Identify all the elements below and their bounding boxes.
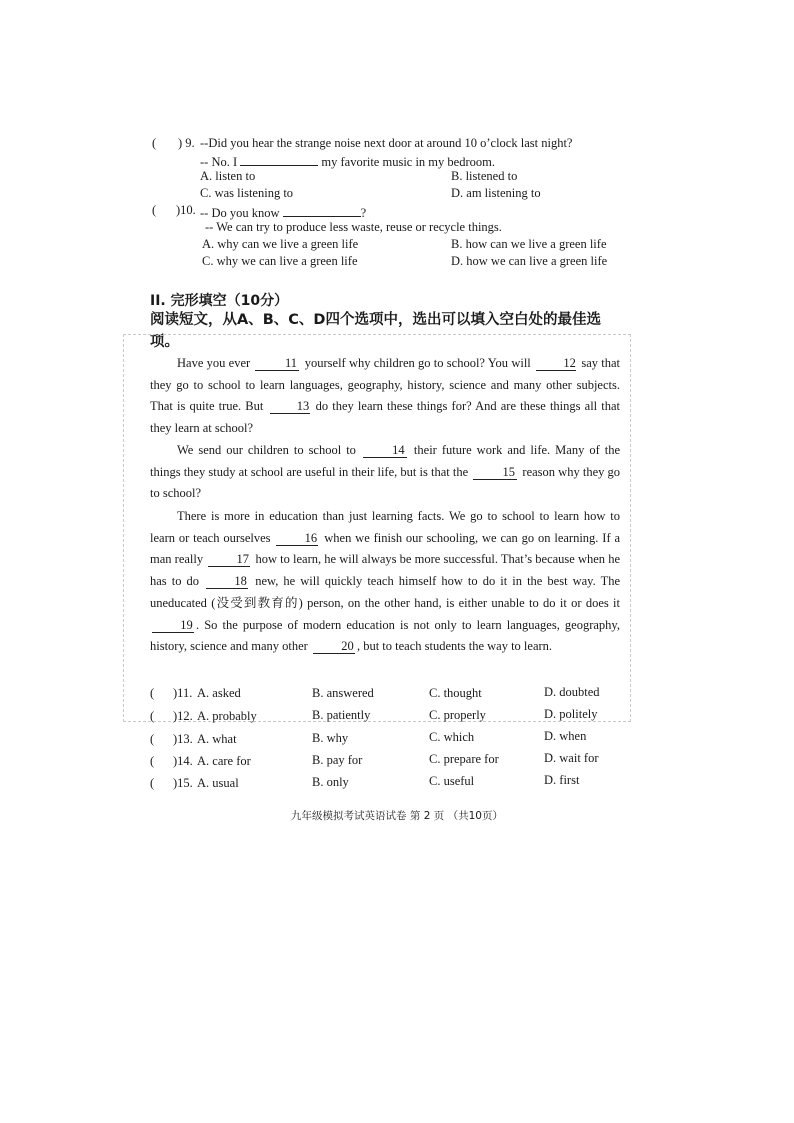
choice-a: A. usual (197, 776, 239, 790)
blank-16[interactable]: 16 (276, 531, 318, 546)
answer-paren-10[interactable]: ( (152, 203, 157, 217)
blank-19[interactable]: 19 (152, 618, 194, 633)
choice-b: B. why (312, 731, 349, 745)
passage-paragraph-2 (150, 440, 620, 505)
question-10-pre: -- Do you know (200, 206, 280, 220)
choice-c: C. which (429, 730, 475, 744)
choice-d: D. first (544, 773, 580, 787)
p1-text-4: do they learn these things for? And are these things all that they learn at school? (150, 399, 621, 436)
p1-text-1: Have you ever (177, 356, 251, 370)
question-10-line2: -- We can try to produce less waste, reuse or recycle things. (205, 220, 502, 234)
question-9-blank[interactable] (240, 151, 318, 166)
p3-text-6: , but to teach students the way to learn. (356, 639, 553, 654)
question-10-blank[interactable] (283, 202, 361, 217)
q9-option-a: A. listen to (200, 169, 256, 183)
passage-paragraph-1 (150, 353, 620, 440)
question-number-10: )10. (176, 203, 196, 217)
p1-text-3: say that they go to school to learn languages, geography, history, science and many other subjects. That is quite true. But (150, 356, 621, 414)
choice-b: B. answered (312, 686, 374, 700)
blank-17[interactable]: 17 (208, 552, 250, 567)
q9-option-d: D. am listening to (451, 186, 541, 200)
choice-number: )13. (173, 732, 193, 746)
p3-text-5: . So the purpose of modern education is not only to learn languages, geography, history, science and many other (150, 617, 620, 654)
section-instruction: 阅读短文，从A、B、C、D四个选项中，选出可以填入空白处的最佳选项。 (150, 312, 601, 350)
choice-number: )12. (173, 709, 193, 723)
answer-paren-14[interactable]: ( (150, 754, 155, 768)
choice-a: A. what (197, 732, 237, 746)
section-heading: II. 完形填空（10分） (150, 293, 289, 309)
p2-text-3: reason why they go to school? (150, 464, 621, 501)
page-footer: 九年级模拟考试英语试卷 第 2 页 （共10页） (291, 810, 503, 822)
p3-text-2: when we finish our schooling, we can go on learning. If a man really (150, 530, 620, 567)
choice-b: B. patiently (312, 708, 371, 722)
choice-c: C. thought (429, 686, 482, 700)
question-10-post: ? (360, 206, 367, 220)
choice-number: )15. (173, 776, 193, 790)
choice-d: D. wait for (544, 751, 599, 765)
q10-option-b: B. how can we live a green life (451, 237, 607, 251)
p1-text-2: yourself why children go to school? You will (304, 356, 531, 370)
question-9-line2-pre: -- No. I (200, 155, 238, 169)
answer-paren-11[interactable]: ( (150, 686, 155, 700)
blank-20[interactable]: 20 (313, 639, 355, 654)
p2-text-2: their future work and life. Many of the things they study at school are useful in their life, but is that the (150, 443, 620, 479)
p3-text-4: new, he will quickly teach himself how to do it in the best way. The uneducated (没受到教育的) person, on the other hand, is either unable to do it or does it (150, 574, 621, 610)
choice-a: A. probably (197, 709, 257, 723)
choice-b: B. only (312, 775, 349, 789)
answer-paren-13[interactable]: ( (150, 732, 155, 746)
blank-13[interactable]: 13 (270, 399, 310, 414)
blank-14[interactable]: 14 (363, 443, 407, 458)
choice-d: D. when (544, 729, 587, 743)
blank-11[interactable]: 11 (255, 356, 299, 371)
answer-paren-9[interactable]: ( (152, 136, 157, 150)
blank-18[interactable]: 18 (206, 574, 248, 589)
choice-a: A. care for (197, 754, 251, 768)
p3-text-3: how to learn, he will always be more successful. That’s because when he has to do (150, 552, 621, 589)
q10-option-a: A. why can we live a green life (202, 237, 359, 251)
choice-c: C. properly (429, 708, 486, 722)
blank-12[interactable]: 12 (536, 356, 576, 371)
q9-option-c: C. was listening to (200, 186, 294, 200)
choice-number: )11. (173, 686, 193, 700)
choice-c: C. useful (429, 774, 475, 788)
answer-paren-12[interactable]: ( (150, 709, 155, 723)
choice-d: D. doubted (544, 685, 600, 699)
choice-a: A. asked (197, 686, 241, 700)
choice-c: C. prepare for (429, 752, 499, 766)
q10-option-d: D. how we can live a green life (451, 254, 608, 268)
question-number-9: ) 9. (178, 136, 195, 150)
p2-text-1: We send our children to school to (177, 443, 356, 457)
blank-15[interactable]: 15 (473, 465, 517, 480)
choice-b: B. pay for (312, 753, 363, 767)
choice-d: D. politely (544, 707, 598, 721)
question-9-text: --Did you hear the strange noise next door at around 10 o’clock last night? (200, 136, 573, 150)
choice-number: )14. (173, 754, 193, 768)
answer-paren-15[interactable]: ( (150, 776, 155, 790)
question-9-line2-post: my favorite music in my bedroom. (321, 155, 495, 169)
q9-option-b: B. listened to (451, 169, 518, 183)
p3-text-1: There is more in education than just learning facts. We go to school to learn how to learn or teach ourselves (150, 509, 620, 545)
passage-paragraph-3 (150, 506, 620, 658)
q10-option-c: C. why we can live a green life (202, 254, 358, 268)
